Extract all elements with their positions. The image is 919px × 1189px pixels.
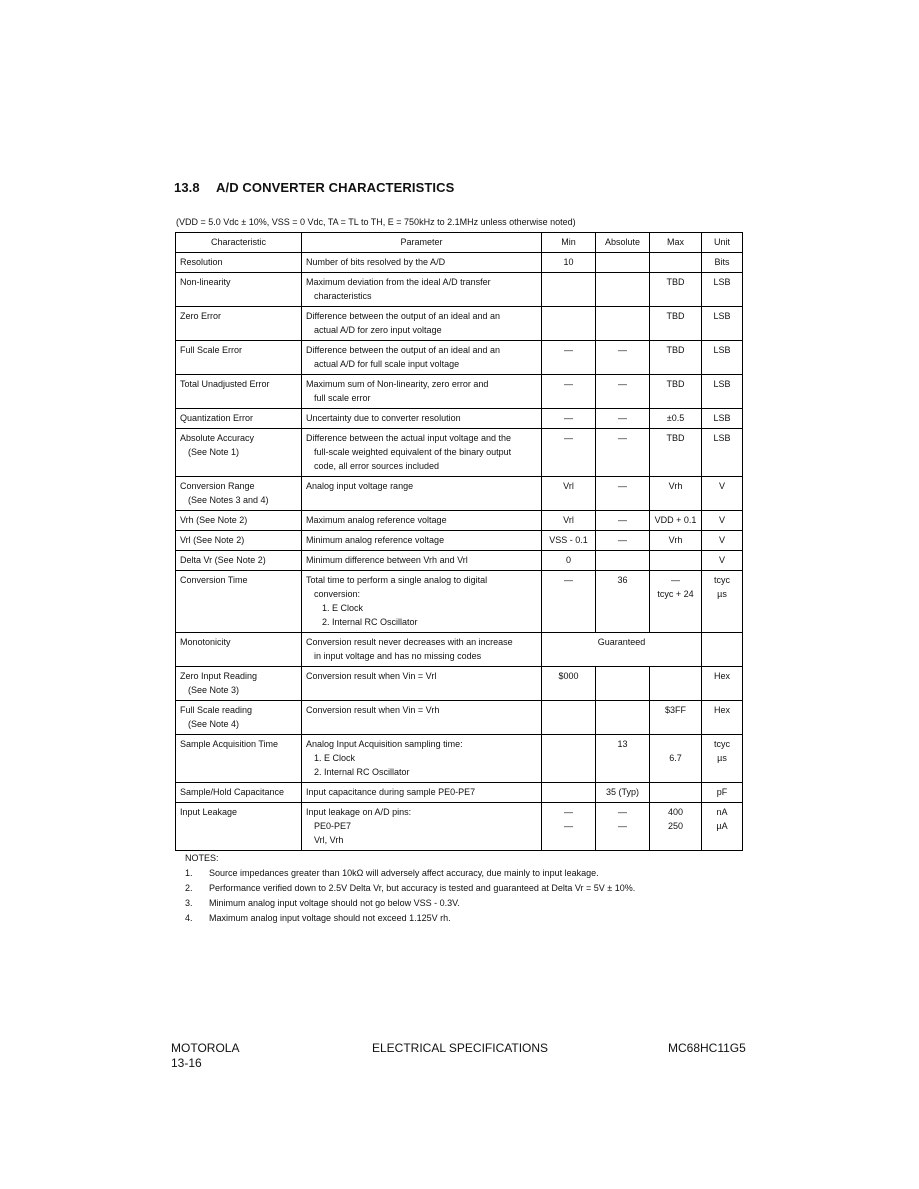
- parameter-cell: [302, 511, 542, 531]
- characteristic-cell: [176, 667, 302, 701]
- parameter-line: Analog input voltage range: [306, 481, 414, 491]
- table-row: [176, 429, 743, 477]
- max-value: 6.7: [669, 753, 682, 763]
- characteristic-line: (See Note 3): [188, 685, 240, 695]
- parameter-cell: [302, 375, 542, 409]
- parameter-line: Maximum analog reference voltage: [306, 515, 447, 525]
- characteristic-line: Full Scale Error: [180, 345, 243, 355]
- parameter-line: Total time to perform a single analog to digital: [306, 575, 488, 585]
- min-cell: [542, 803, 596, 851]
- characteristic-cell: Sample Acquisition Time: [176, 735, 302, 783]
- characteristic-line: (See Notes 3 and 4): [188, 495, 269, 505]
- parameter-cell: [302, 551, 542, 571]
- absolute-cell: —: [596, 375, 650, 409]
- parameter-cell: [302, 273, 542, 307]
- parameter-cell: [302, 531, 542, 551]
- max-cell: TBD: [650, 273, 702, 307]
- max-cell: TBD: [650, 429, 702, 477]
- parameter-cell: [302, 571, 542, 633]
- absolute-cell: [596, 701, 650, 735]
- max-cell: [650, 551, 702, 571]
- parameter-line: full scale error: [314, 393, 371, 403]
- max-cell: [650, 803, 702, 851]
- parameter-subitem: PE0-PE7: [314, 821, 352, 831]
- min-cell: [542, 307, 596, 341]
- table-row: [176, 511, 743, 531]
- min-value: —: [564, 821, 573, 831]
- notes-section: [185, 851, 635, 926]
- unit-cell: [702, 633, 743, 667]
- characteristic-cell: Monotonicity: [176, 633, 302, 667]
- note-number: 1.: [185, 868, 193, 878]
- characteristic-cell: [176, 477, 302, 511]
- unit-value: µs: [717, 753, 727, 763]
- characteristic-line: Non-linearity: [180, 277, 231, 287]
- unit-cell: LSB: [702, 307, 743, 341]
- absolute-cell: —: [596, 531, 650, 551]
- absolute-value: —: [618, 807, 627, 817]
- note-number: 4.: [185, 913, 193, 923]
- table-row: [176, 409, 743, 429]
- parameter-line: Conversion result never decreases with an increase: [306, 637, 513, 647]
- unit-cell: pF: [702, 783, 743, 803]
- unit-cell: Hex: [702, 701, 743, 735]
- characteristic-line: Zero Input Reading: [180, 671, 258, 681]
- characteristic-cell: [176, 253, 302, 273]
- unit-cell: LSB: [702, 429, 743, 477]
- notes-heading: NOTES:: [185, 853, 219, 863]
- column-header: Characteristic: [176, 233, 302, 253]
- absolute-cell: [596, 273, 650, 307]
- ad-characteristics-table: [175, 232, 743, 851]
- unit-cell: [702, 735, 743, 783]
- unit-value: µA: [716, 821, 728, 831]
- min-cell: $000: [542, 667, 596, 701]
- parameter-line: characteristics: [314, 291, 372, 301]
- absolute-cell: [596, 803, 650, 851]
- parameter-cell: [302, 803, 542, 851]
- max-cell: $3FF: [650, 701, 702, 735]
- table-row: [176, 375, 743, 409]
- absolute-cell: —: [596, 341, 650, 375]
- parameter-line: Conversion result when Vin = Vrl: [306, 671, 437, 681]
- unit-value: nA: [716, 807, 728, 817]
- characteristic-cell: [176, 307, 302, 341]
- absolute-cell: —: [596, 511, 650, 531]
- parameter-line: code, all error sources included: [314, 461, 440, 471]
- parameter-line: conversion:: [314, 589, 361, 599]
- parameter-line: Difference between the actual input voltage and the: [306, 433, 511, 443]
- max-cell: [650, 571, 702, 633]
- min-cell: [542, 571, 596, 633]
- note-number: 3.: [185, 898, 193, 908]
- unit-cell: LSB: [702, 375, 743, 409]
- note-text: Source impedances greater than 10kΩ will adversely affect accuracy, due mainly to input leakage.: [209, 868, 599, 878]
- characteristic-line: (See Note 4): [188, 719, 240, 729]
- table-header-row: [176, 233, 743, 253]
- unit-cell: V: [702, 531, 743, 551]
- parameter-cell: [302, 409, 542, 429]
- max-cell: [650, 735, 702, 783]
- characteristic-line: (See Note 1): [188, 447, 240, 457]
- min-cell: —: [542, 341, 596, 375]
- unit-cell: LSB: [702, 273, 743, 307]
- unit-cell: V: [702, 511, 743, 531]
- characteristic-line: Conversion Range: [180, 481, 255, 491]
- max-value: 400: [667, 807, 684, 817]
- table-row: [176, 667, 743, 701]
- column-header: Max: [650, 233, 702, 253]
- note-item: [185, 896, 635, 911]
- min-cell: [542, 273, 596, 307]
- column-header: Unit: [702, 233, 743, 253]
- section-title: [174, 180, 454, 195]
- characteristic-cell: [176, 511, 302, 531]
- absolute-cell: [596, 253, 650, 273]
- max-cell: Vrh: [650, 477, 702, 511]
- parameter-line: actual A/D for full scale input voltage: [314, 359, 460, 369]
- unit-value: tcyc: [713, 575, 730, 585]
- table-row: [176, 477, 743, 511]
- absolute-cell: [596, 307, 650, 341]
- parameter-cell: [302, 307, 542, 341]
- max-cell: Vrh: [650, 531, 702, 551]
- characteristic-cell: [176, 409, 302, 429]
- min-cell: VSS - 0.1: [542, 531, 596, 551]
- table-row: [176, 571, 743, 633]
- parameter-line: full-scale weighted equivalent of the binary output: [314, 447, 512, 457]
- unit-cell: [702, 803, 743, 851]
- table-row: [176, 551, 743, 571]
- absolute-cell: —: [596, 429, 650, 477]
- table-row: [176, 273, 743, 307]
- characteristic-cell: [176, 429, 302, 477]
- min-value: —: [564, 575, 573, 585]
- characteristic-line: Resolution: [180, 257, 223, 267]
- parameter-line: Number of bits resolved by the A/D: [306, 257, 446, 267]
- characteristic-cell: [176, 273, 302, 307]
- parameter-line: Maximum sum of Non-linearity, zero error and: [306, 379, 489, 389]
- characteristic-line: Full Scale reading: [180, 705, 253, 715]
- min-cell: [542, 735, 596, 783]
- parameter-line: Difference between the output of an ideal and an: [306, 345, 500, 355]
- characteristic-cell: [176, 531, 302, 551]
- absolute-value: —: [618, 821, 627, 831]
- characteristic-cell: Conversion Time: [176, 571, 302, 633]
- min-cell: [542, 701, 596, 735]
- parameter-subitem: 2. Internal RC Oscillator: [314, 767, 410, 777]
- parameter-cell: [302, 477, 542, 511]
- note-item: [185, 881, 635, 896]
- unit-cell: Bits: [702, 253, 743, 273]
- parameter-subitem: 2. Internal RC Oscillator: [322, 617, 418, 627]
- note-text: Performance verified down to 2.5V Delta Vr, but accuracy is tested and guaranteed at Delta Vr = 5V ± 10%.: [209, 883, 636, 893]
- unit-cell: Hex: [702, 667, 743, 701]
- min-cell: Vrl: [542, 477, 596, 511]
- characteristic-cell: [176, 551, 302, 571]
- max-value: 250: [667, 821, 684, 831]
- absolute-cell: —: [596, 477, 650, 511]
- page-number: 13-16: [171, 1056, 202, 1070]
- max-cell: ±0.5: [650, 409, 702, 429]
- unit-cell: V: [702, 551, 743, 571]
- parameter-cell: [302, 667, 542, 701]
- table-row: [176, 307, 743, 341]
- table-row: [176, 531, 743, 551]
- min-cell: Vrl: [542, 511, 596, 531]
- table-row: [176, 253, 743, 273]
- max-cell: [650, 667, 702, 701]
- table-row: [176, 341, 743, 375]
- parameter-line: Uncertainty due to converter resolution: [306, 413, 461, 423]
- table-row: [176, 701, 743, 735]
- absolute-cell: [596, 667, 650, 701]
- table-row: [176, 735, 743, 783]
- min-cell: 0: [542, 551, 596, 571]
- characteristic-line: Total Unadjusted Error: [180, 379, 270, 389]
- parameter-line: Input leakage on A/D pins:: [306, 807, 412, 817]
- min-cell: [542, 783, 596, 803]
- parameter-line: actual A/D for zero input voltage: [314, 325, 442, 335]
- footer-company: MOTOROLA: [171, 1041, 240, 1055]
- characteristic-cell: Sample/Hold Capacitance: [176, 783, 302, 803]
- column-header: Absolute: [596, 233, 650, 253]
- characteristic-cell: Input Leakage: [176, 803, 302, 851]
- parameter-cell: [302, 633, 542, 667]
- max-cell: [650, 253, 702, 273]
- table-row: [176, 783, 743, 803]
- absolute-cell: [596, 735, 650, 783]
- guaranteed-cell: Guaranteed: [542, 633, 702, 667]
- characteristic-line: Absolute Accuracy: [180, 433, 255, 443]
- parameter-cell: [302, 253, 542, 273]
- characteristic-line: Zero Error: [180, 311, 222, 321]
- column-header: Parameter: [302, 233, 542, 253]
- parameter-cell: [302, 429, 542, 477]
- characteristic-line: Quantization Error: [180, 413, 254, 423]
- parameter-line: in input voltage and has no missing codes: [314, 651, 482, 661]
- parameter-line: Maximum deviation from the ideal A/D transfer: [306, 277, 491, 287]
- min-value: —: [564, 807, 573, 817]
- characteristic-cell: [176, 701, 302, 735]
- max-cell: TBD: [650, 375, 702, 409]
- min-cell: —: [542, 409, 596, 429]
- test-conditions: (VDD = 5.0 Vdc ± 10%, VSS = 0 Vdc, TA = TL to TH, E = 750kHz to 2.1MHz unless otherwise noted): [176, 217, 576, 227]
- characteristic-cell: [176, 341, 302, 375]
- max-value: tcyc + 24: [657, 589, 694, 599]
- unit-cell: V: [702, 477, 743, 511]
- max-cell: [650, 783, 702, 803]
- unit-value: µs: [717, 589, 727, 599]
- absolute-cell: 35 (Typ): [596, 783, 650, 803]
- unit-cell: [702, 571, 743, 633]
- note-number: 2.: [185, 883, 193, 893]
- parameter-line: Analog Input Acquisition sampling time:: [306, 739, 463, 749]
- parameter-cell: Input capacitance during sample PE0-PE7: [302, 783, 542, 803]
- parameter-subitem: 1. E Clock: [322, 603, 364, 613]
- absolute-value: 13: [617, 739, 628, 749]
- footer-part-number: MC68HC11G5: [668, 1041, 746, 1055]
- max-cell: VDD + 0.1: [650, 511, 702, 531]
- footer-left: [171, 1041, 239, 1071]
- note-item: [185, 866, 635, 881]
- characteristic-line: Delta Vr (See Note 2): [180, 555, 266, 565]
- unit-value: tcyc: [713, 739, 730, 749]
- parameter-line: Minimum analog reference voltage: [306, 535, 445, 545]
- absolute-cell: —: [596, 409, 650, 429]
- parameter-subitem: 1. E Clock: [314, 753, 356, 763]
- parameter-line: Minimum difference between Vrh and Vrl: [306, 555, 468, 565]
- unit-cell: LSB: [702, 341, 743, 375]
- unit-cell: LSB: [702, 409, 743, 429]
- section-number: 13.8: [174, 180, 200, 195]
- table-row: [176, 803, 743, 851]
- characteristic-line: Vrh (See Note 2): [180, 515, 248, 525]
- parameter-subitem: Vrl, Vrh: [314, 835, 344, 845]
- min-cell: —: [542, 375, 596, 409]
- absolute-value: 36: [617, 575, 628, 585]
- max-value: —: [671, 575, 680, 585]
- min-cell: 10: [542, 253, 596, 273]
- parameter-line: Difference between the output of an ideal and an: [306, 311, 500, 321]
- column-header: Min: [542, 233, 596, 253]
- max-cell: TBD: [650, 341, 702, 375]
- section-heading: A/D CONVERTER CHARACTERISTICS: [216, 180, 455, 195]
- note-text: Minimum analog input voltage should not go below VSS - 0.3V.: [209, 898, 460, 908]
- absolute-cell: [596, 551, 650, 571]
- footer-chapter: ELECTRICAL SPECIFICATIONS: [372, 1041, 549, 1055]
- parameter-cell: [302, 341, 542, 375]
- note-text: Maximum analog input voltage should not exceed 1.125V rh.: [209, 913, 451, 923]
- absolute-cell: [596, 571, 650, 633]
- note-item: [185, 911, 635, 926]
- parameter-cell: [302, 735, 542, 783]
- characteristic-cell: [176, 375, 302, 409]
- table-row: [176, 633, 743, 667]
- min-cell: —: [542, 429, 596, 477]
- max-cell: TBD: [650, 307, 702, 341]
- parameter-line: Conversion result when Vin = Vrh: [306, 705, 440, 715]
- parameter-cell: [302, 701, 542, 735]
- characteristic-line: Vrl (See Note 2): [180, 535, 245, 545]
